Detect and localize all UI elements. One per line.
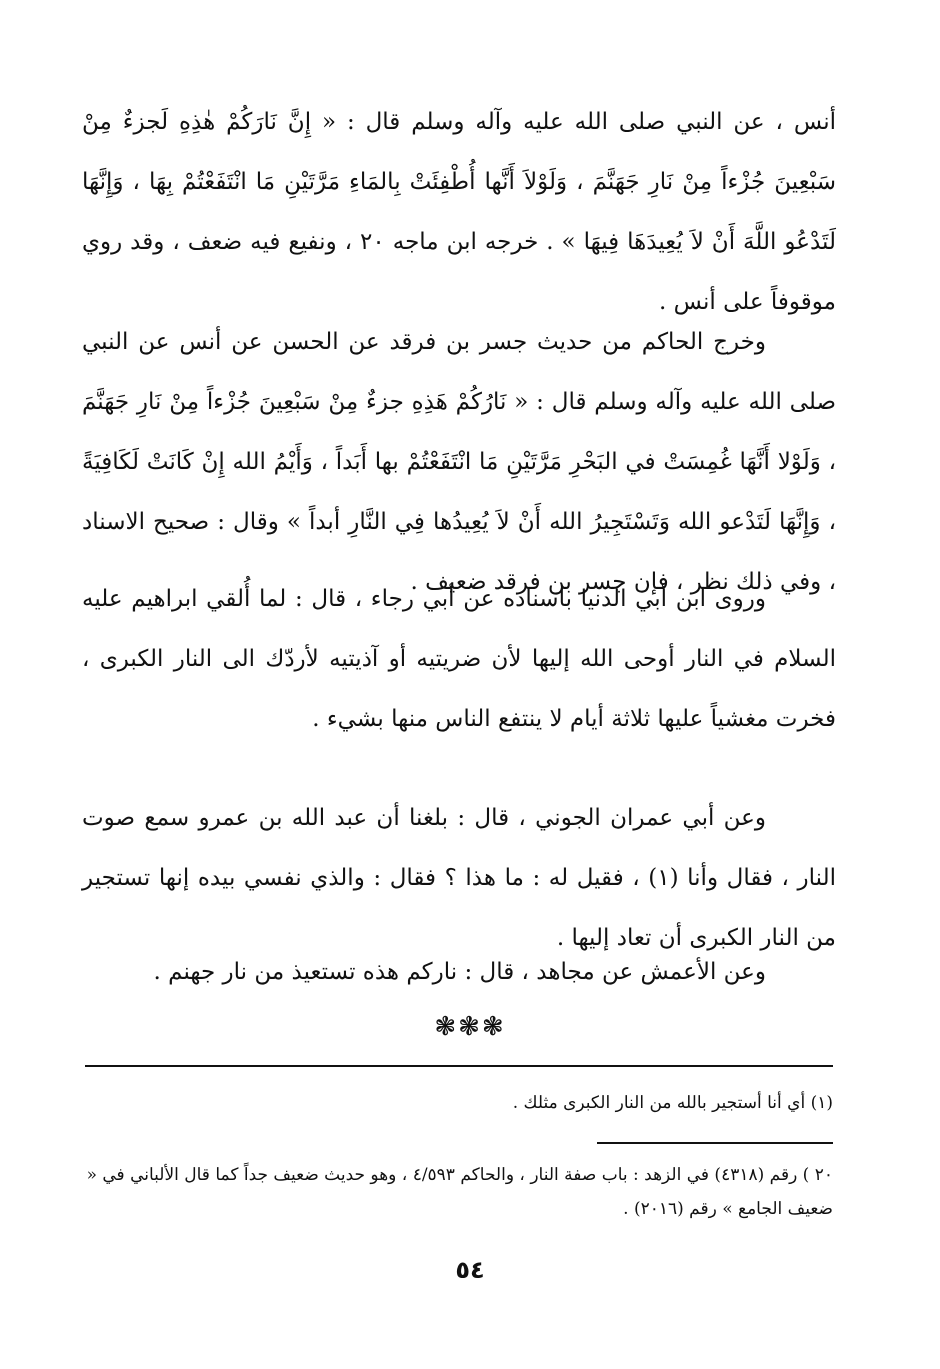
- paragraph-hakim-narration: وخرج الحاكم من حديث جسر بن فرقد عن الحسن عن أنس عن النبي صلى الله عليه وآله وسلم قال : « نَارُكُمْ هَذِهِ جزءٌ مِنْ سَبْعِينَ جُزْءاً مِنْ نَارِ جَهَنَّمَ ، وَلَوْلا أَنَّهَا غُمِسَتْ في البَحْرِ مَرَّتَيْنِ مَا انْتَفَعْتُمْ بها أَبَداً ، وَأَيْمُ الله إِنْ كَانَتْ لَكَافِيَةً ، وَإِنَّهَا لَتَدْعو الله وَتَسْتَجِيرُ الله أَنْ لاَ يُعِيدُها فِي النَّارِ أبداً » وقال : صحيح الاسناد ، وفي ذلك نظر ، فإن جسر بن فرقد ضعيف .: [82, 329, 836, 595]
- paragraph-anas-hadith: أنس ، عن النبي صلى الله عليه وآله وسلم قال : « إِنَّ نَارَكُمْ هٰذِهِ لَجزءٌ مِنْ سَبْعِينَ جُزْءاً مِنْ نَارِ جَهَنَّمَ ، وَلَوْلاَ أَنَّها أُطْفِئَتْ بِالمَاءِ مَرَّتَيْنِ مَا انْتَفَعْتُمْ بِهَا ، وَإِنَّهَا لَتَدْعُو اللَّهَ أَنْ لاَ يُعِيدَهَا فِيهَا » . خرجه ابن ماجه ٢٠ ، ونفيع فيه ضعف ، وقد روي موقوفاً على أنس .: [82, 109, 836, 315]
- footnote-1: (١) أي أنا أستجير بالله من النار الكبرى مثلك .: [512, 1093, 833, 1113]
- paragraph-amash-mujahid: وعن الأعمش عن مجاهد ، قال : ناركم هذه تستعيذ من نار جهنم .: [153, 959, 766, 985]
- paragraph-abi-imran: وعن أبي عمران الجوني ، قال : بلغنا أن عبد الله بن عمرو سمع صوت النار ، فقال وأنا (١) ، فقيل له : ما هذا ؟ فقال : والذي نفسي بيده إنها تستجير من النار الكبرى أن تعاد إليها .: [82, 805, 836, 951]
- footnote-divider: [85, 1065, 833, 1067]
- footnote-20: ٢٠ ) رقم (٤٣١٨) في الزهد : باب صفة النار ، والحاكم ٤/٥٩٣ ، وهو حديث ضعيف جداً كما قال الألباني في « ضعيف الجامع » رقم (٢٠١٦) .: [86, 1165, 833, 1219]
- section-separator: ❃❃❃: [434, 1012, 506, 1042]
- page-number: ٥٤: [455, 1256, 485, 1284]
- paragraph-ibrahim-fire: وروى ابن أبي الدنيا باسناده عن أبي رجاء ، قال : لما أُلقي ابراهيم عليه السلام في النار أوحى الله إليها لأن ضريتيه أو آذيتيه لأردّك الى النار الكبرى ، فخرت مغشياً عليها ثلاثة أيام لا ينتفع الناس منها بشيء .: [82, 586, 836, 732]
- footnote-divider-short: [597, 1142, 833, 1144]
